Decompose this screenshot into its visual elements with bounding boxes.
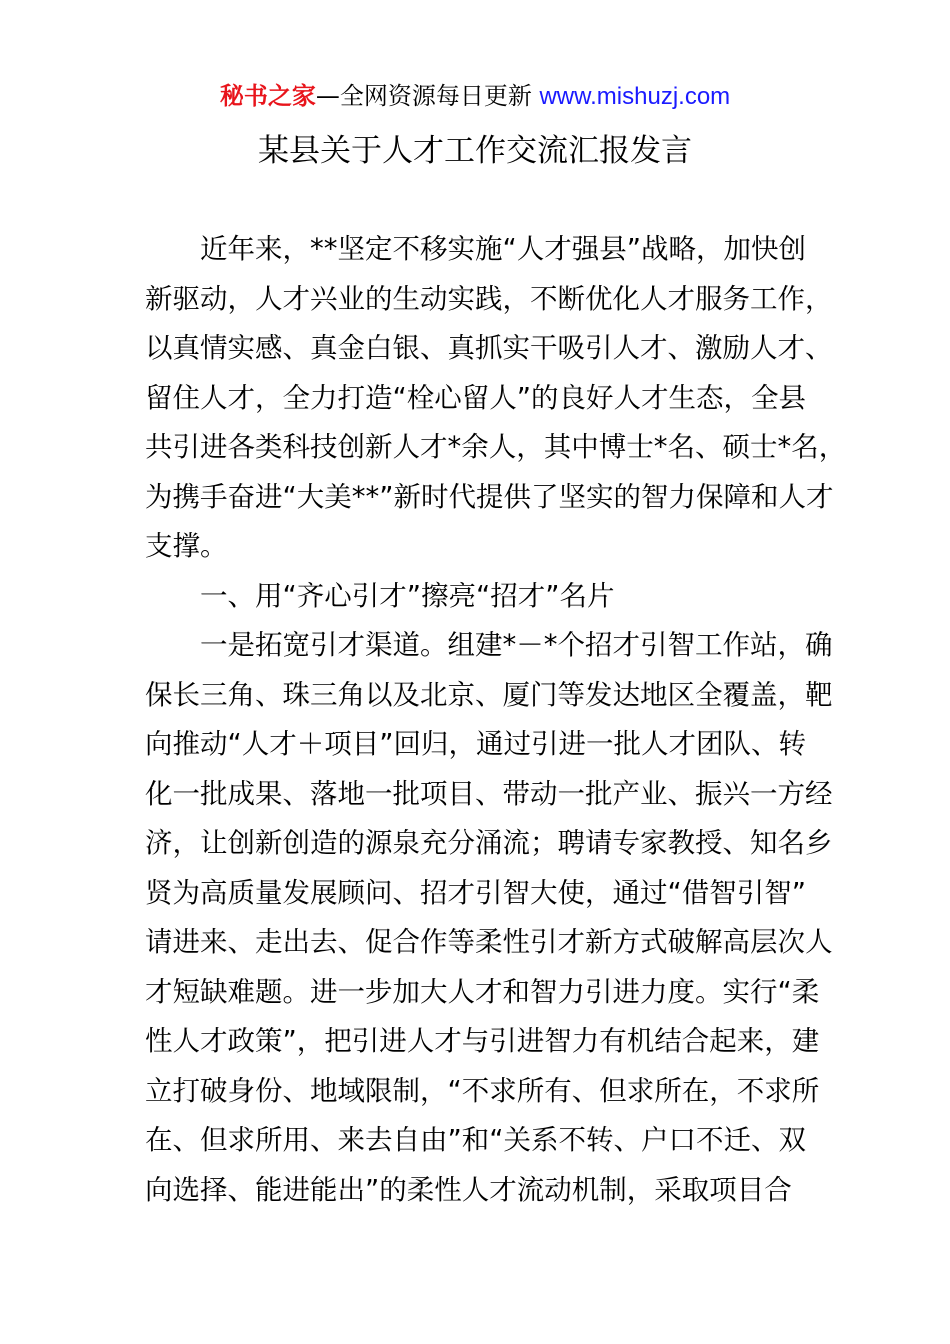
section-heading [145,572,807,622]
text-line: 新驱动，人才兴业的生动实践，不断优化人才服务工作， [145,282,833,315]
text-line: 向选择、能进能出”的柔性人才流动机制，采取项目合 [145,1173,792,1206]
text-line: 在、但求所用、来去自由”和“关系不转、户口不迁、双 [145,1124,806,1156]
text-line: 以真情实感、真金白银、真抓实干吸引人才、激励人才、 [145,332,833,364]
site-header [0,80,950,113]
text-line: 济，让创新创造的源泉充分涌流；聘请专家教授、知名乡 [145,827,833,859]
site-url[interactable]: www.mishuzj.com [539,83,731,110]
text-line: 向推动“人才＋项目”回归，通过引进一批人才团队、转 [145,728,806,760]
body-paragraph [145,621,833,1215]
intro-paragraph [145,225,847,572]
text-line: 一是拓宽引才渠道。组建*－*个招才引智工作站，确 [200,629,833,661]
text-line: 才短缺难题。进一步加大人才和智力引进力度。实行“柔 [145,975,820,1008]
text-line: 性人才政策”，把引进人才与引进智力有机结合起来，建 [145,1025,820,1057]
site-tagline: —全网资源每日更新 [315,82,532,110]
text-line: 留住人才，全力打造“栓心留人”的良好人才生态，全县 [145,381,806,414]
text-line: 支撑。 [145,530,228,562]
text-line: 为携手奋进“大美**”新时代提供了坚实的智力保障和人才 [145,480,834,513]
text-line: 一、用“齐心引才”擦亮“招才”名片 [200,579,615,612]
text-line: 化一批成果、落地一批项目、带动一批产业、振兴一方经 [145,777,833,810]
text-line: 贤为高质量发展顾问、招才引智大使，通过“借智引智” [145,876,806,909]
text-line: 保长三角、珠三角以及北京、厦门等发达地区全覆盖，靶 [145,678,833,711]
text-line: 共引进各类科技创新人才*余人，其中博士*名、硕士*名， [145,431,847,463]
text-line: 请进来、走出去、促合作等柔性引才新方式破解高层次人 [145,926,833,958]
brand-name: 秘书之家 [219,82,316,110]
text-line: 立打破身份、地域限制，“不求所有、但求所在，不求所 [145,1074,820,1107]
document-body [145,225,847,1215]
text-line: 近年来，**坚定不移实施“人才强县”战略，加快创 [200,233,806,265]
document-title: 某县关于人才工作交流汇报发言 [258,133,692,169]
